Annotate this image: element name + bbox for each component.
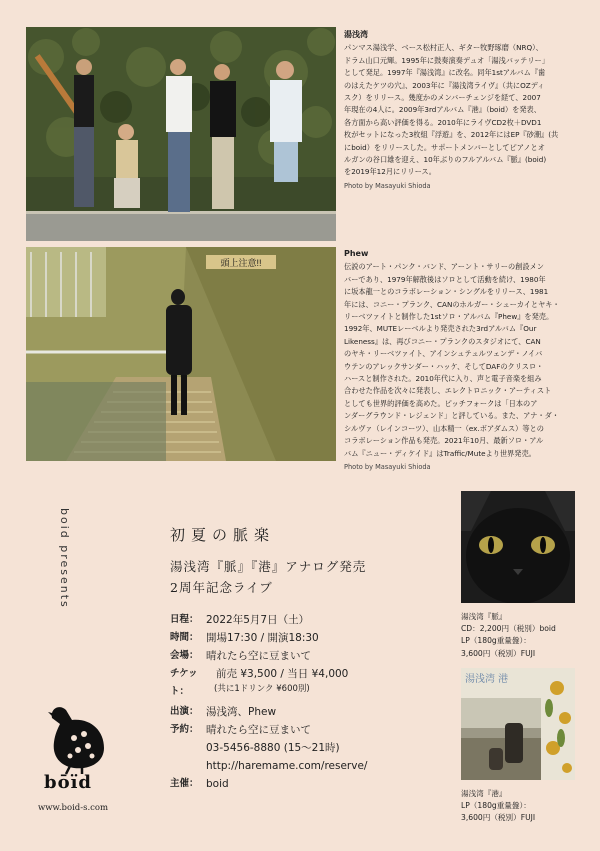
boid-logo-text: bōïd <box>44 772 93 793</box>
photo-credit: Photo by Masayuki Shioda <box>344 181 431 190</box>
bio-line: 枚がセットになった3枚組『浮遊』を、2012年にはEP『砂潮』(共 <box>344 130 559 140</box>
bio-line: を2019年12月にリリース。 <box>344 167 436 177</box>
reserve-url-row <box>170 757 367 775</box>
time-value: 開場17:30 / 開演18:30 <box>206 632 319 644</box>
yuasawan-bio <box>344 29 584 192</box>
bio-line: ルガンの谷口雄を迎え、10年ぶりのフルアルバム『脈』(boid) <box>344 155 547 165</box>
host-row <box>170 775 367 793</box>
performers-row <box>170 703 367 721</box>
bio-line: シルヴァ（レインコーツ）、山本精一（ex.ボアダムス）等との <box>344 423 544 433</box>
release-title: 湯浅湾『脈』 <box>461 612 507 621</box>
host-label: 主催： <box>170 778 199 789</box>
bio-line: Likeness』は、再びコニー・プランクのスタジオにて、CAN <box>344 336 541 346</box>
presenter-label: boid presents <box>58 508 71 609</box>
ticket-label: チケット： <box>170 668 198 697</box>
bio-line: 1992年、MUTEレーベルより発売された3rdアルバム『Our <box>344 324 537 334</box>
reserve-value: 晴れたら空に豆まいて <box>206 724 311 736</box>
reserve-label: 予約： <box>170 724 199 735</box>
bio-line: ンダーグラウンド・レジェンド」と評している。また、アナ・ダ・ <box>344 411 560 421</box>
release-minato-info <box>461 788 535 825</box>
album-cover-myaku <box>461 491 575 603</box>
bio-line: 年には、コニー・プランク、CANのホルガー・シューカイとヤキ・ <box>344 299 560 309</box>
performers-label: 出演： <box>170 706 199 717</box>
host-value: boid <box>206 778 229 790</box>
reserve-phone-row <box>170 739 367 757</box>
caution-sign-text: 頭上注意!! <box>220 258 262 268</box>
bio-line: 各方面から高い評価を得る。2010年にライヴCD2枚＋DVD1 <box>344 117 542 127</box>
reserve-phone: 03-5456-8880 (15～21時) <box>206 742 340 754</box>
release-line: 3,600円（税別）FUJI <box>461 648 536 658</box>
bio-line: にboid）をリリースした。サポートメンバーとしてピアノとオ <box>344 142 545 152</box>
venue-label: 会場： <box>170 650 199 661</box>
release-line: 3,600円（税別）FUJI <box>461 813 536 823</box>
bio-line: に坂本龍一とのコラボレーション・シングルをリリース、1981 <box>344 287 549 297</box>
bio-line: バーであり、1979年解散後はソロとして活動を続け、1980年 <box>344 274 546 284</box>
album-cover-minato <box>461 668 575 780</box>
venue-value: 晴れたら空に豆まいて <box>206 650 311 662</box>
time-row <box>170 629 367 647</box>
bio-line: バム『ニュー・ディケイド』はTraffic/Muteより世界発売。 <box>344 448 536 458</box>
bio-line: パンマス湯浅学、ベース松村正人、ギター牧野琢磨（NRQ）、 <box>344 43 543 53</box>
bio-line: 合わせた作品を次々に発表し、エレクトロニック・アーティスト <box>344 386 552 396</box>
bio-line: としても世界的評価を高めた。ピッチフォークは「日本のア <box>344 398 538 408</box>
release-title: 湯浅湾『港』 <box>461 789 507 798</box>
bio-line: のはえたケツの穴』、2003年に『湯浅湾ライヴ』（共にOZディ <box>344 80 545 90</box>
bio-line: として発足。1997年『湯浅湾』に改名。同年1stアルバム『歯 <box>344 68 546 78</box>
phew-name: Phew <box>344 249 369 258</box>
band-photo <box>26 27 336 241</box>
bio-line: ウテンのアレックサンダー・ハッケ、そしてDAFのクリスロ・ <box>344 361 544 371</box>
date-row <box>170 611 367 629</box>
venue-row <box>170 647 367 665</box>
bio-line: リーベツァイトと制作した1stソロ・アルバム『Phew』を発売。 <box>344 312 554 322</box>
time-label: 時間： <box>170 632 199 643</box>
bio-line: のヤキ・リーベツァイト、アインシュテュルツェンデ・ノイバ <box>344 349 543 359</box>
event-info <box>170 611 367 793</box>
ticket-value: 前売 ¥3,500 / 当日 ¥4,000 <box>216 668 349 680</box>
release-line: LP（180g重量盤）： <box>461 636 531 646</box>
reserve-row <box>170 721 367 739</box>
release-myaku-info <box>461 611 556 660</box>
event-title: 初夏の脈楽 <box>170 526 276 544</box>
bio-line: 伝説のアート・パンク・バンド、アーント・サリーの創設メン <box>344 262 544 272</box>
ticket-note: (共に1ドリンク ¥600別) <box>214 684 310 694</box>
website-link[interactable]: www.boid-s.com <box>38 803 109 813</box>
phew-photo <box>26 247 336 461</box>
photo-credit: Photo by Masayuki Shioda <box>344 462 431 471</box>
bio-line: 年現在の4人に。2009年3rdアルバム『港』（boid）を発表、 <box>344 105 541 115</box>
subtitle-line: 湯浅湾『脈』『港』アナログ発売 <box>170 559 367 574</box>
cover-title-text: 湯浅湾 港 <box>465 674 509 685</box>
subtitle-line: 2周年記念ライブ <box>170 580 273 595</box>
bio-line: ドラム山口元輝。1995年に鼓奏演奏デュオ「湯浅バッテリー」 <box>344 55 549 65</box>
date-value: 2022年5月7日（土） <box>206 614 310 626</box>
bio-line: ハースと制作された。2010年代に入り、声と電子音楽を組み <box>344 374 542 384</box>
bio-line: コラボレーション作品も発売。2021年10月、最新ソロ・アル <box>344 436 544 446</box>
phew-bio <box>344 248 586 473</box>
performers-value: 湯浅湾、Phew <box>206 706 277 718</box>
release-line: CD：2,200円（税別）boid <box>461 624 556 634</box>
date-label: 日程： <box>170 614 199 625</box>
bird-icon <box>30 700 120 775</box>
reserve-url[interactable]: http://haremame.com/reserve/ <box>206 760 368 772</box>
event-subtitle <box>170 556 366 598</box>
release-line: LP（180g重量盤）： <box>461 801 531 811</box>
bio-line: スク）をリリース。幾度かのメンバーチェンジを経て、2007 <box>344 93 541 103</box>
yuasawan-name: 湯浅湾 <box>344 30 368 39</box>
